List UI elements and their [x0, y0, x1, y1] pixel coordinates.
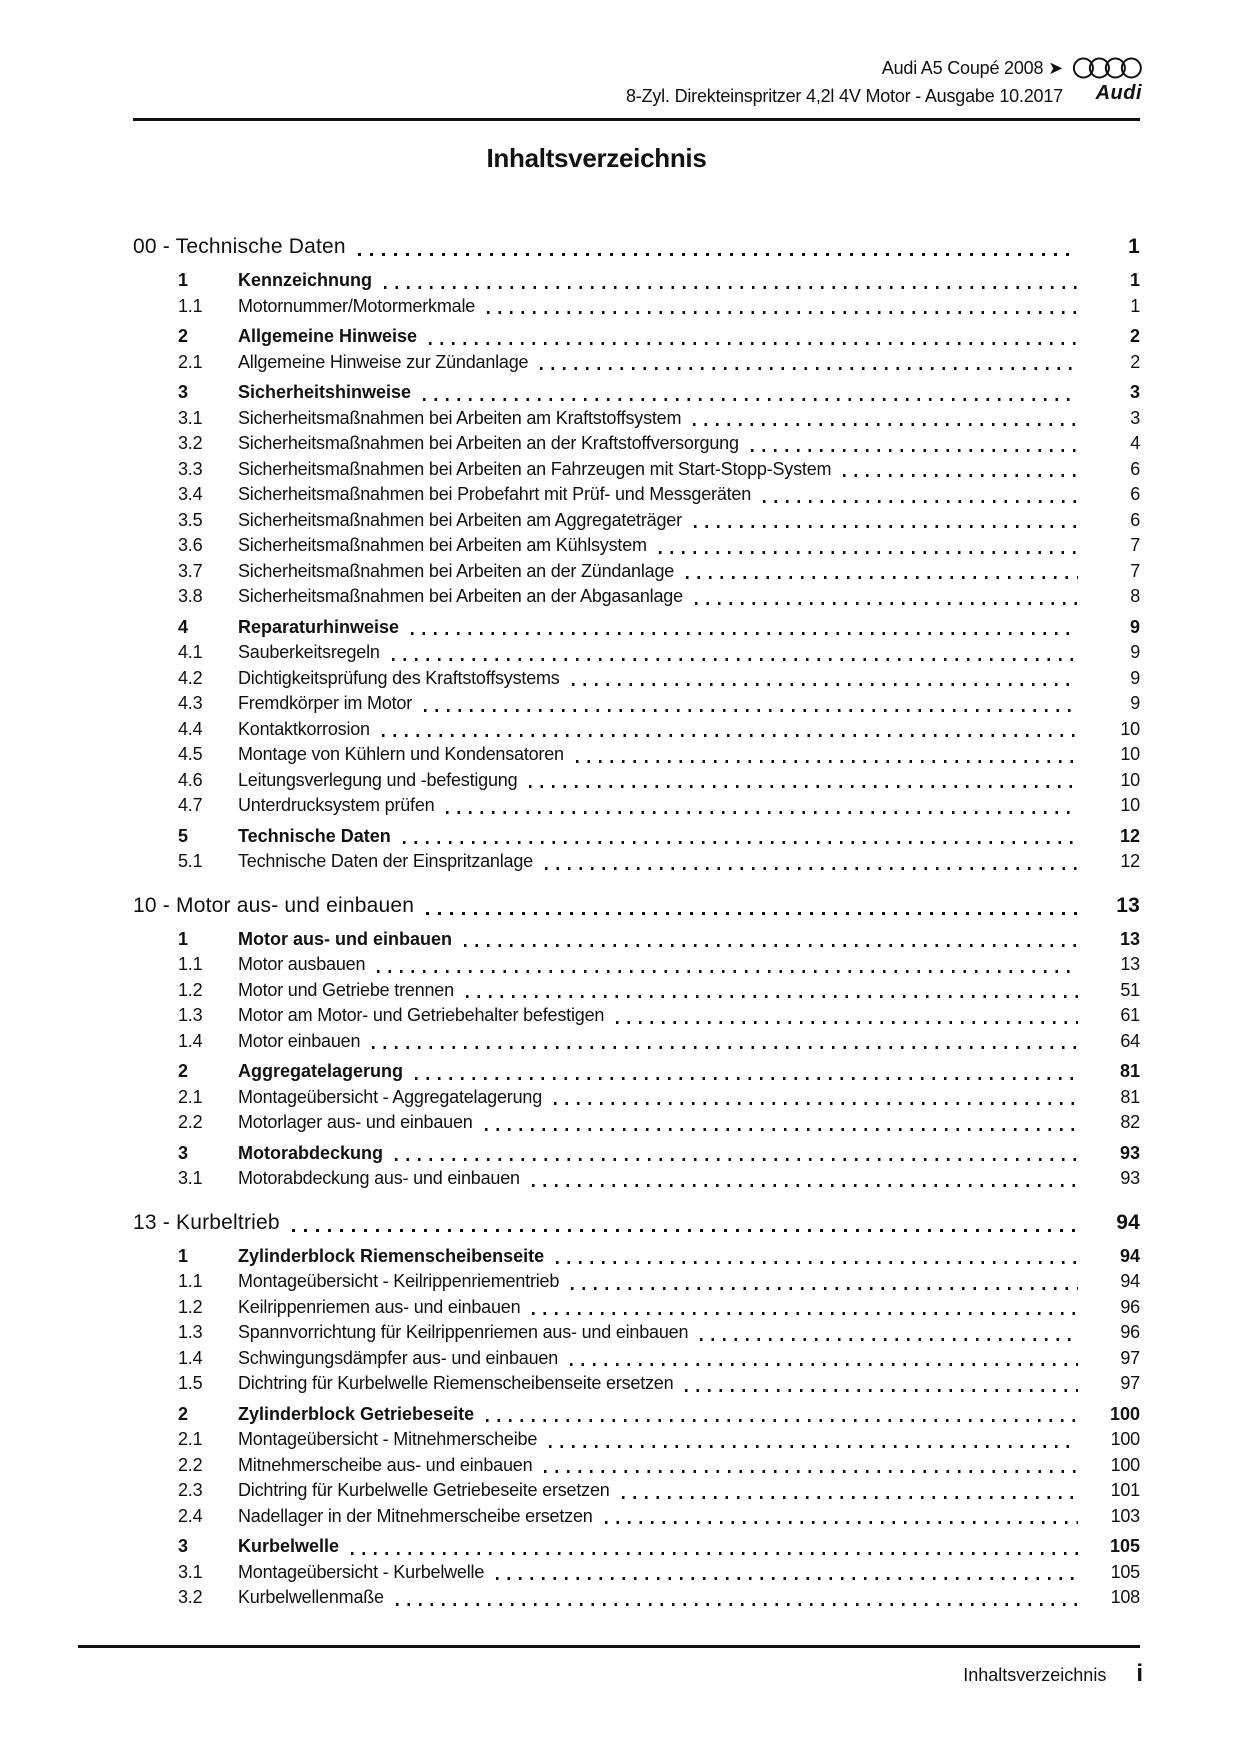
dot-leader — [763, 500, 1078, 503]
toc-entry-row — [133, 1585, 1140, 1611]
toc-entry-number: 4.6 — [178, 769, 203, 790]
toc-entry-number: 3.1 — [178, 407, 203, 428]
toc-entry-page: 100 — [1110, 1429, 1140, 1449]
toc-entry-row — [133, 1269, 1140, 1295]
toc-entry-number: 1.4 — [178, 1030, 203, 1051]
toc-entry-number: 2.2 — [178, 1112, 203, 1132]
toc-entry-page: 12 — [1119, 825, 1140, 846]
toc-entry-row — [133, 1110, 1140, 1136]
toc-entry-page: 9 — [1129, 616, 1140, 637]
toc-entry-row — [133, 1534, 1140, 1560]
dot-leader — [351, 1552, 1078, 1555]
toc-entry-row — [133, 927, 1140, 953]
toc-entry-number: 2.1 — [178, 1429, 203, 1449]
toc-entry-number: 2.4 — [178, 1505, 203, 1526]
toc-entry-number: 3.7 — [178, 560, 203, 581]
toc-entry-page: 10 — [1120, 718, 1140, 739]
toc-entry-label: Sicherheitsmaßnahmen bei Arbeiten an der Abgasanlage — [238, 586, 683, 606]
toc-entry-row — [133, 952, 1140, 978]
toc-entry-row — [133, 1478, 1140, 1504]
toc-entry-page: 9 — [1130, 667, 1140, 688]
dot-leader — [532, 1184, 1078, 1187]
toc-entry-row — [133, 793, 1140, 819]
toc-entry-page: 93 — [1120, 1168, 1140, 1188]
toc-entry-row — [133, 294, 1140, 320]
toc-entry-label: Technische Daten — [238, 825, 391, 846]
dot-leader — [485, 1128, 1078, 1131]
toc-entry-number: 2.1 — [178, 351, 203, 372]
toc-entry-page: 10 — [1120, 795, 1140, 815]
toc-entry-row — [133, 1085, 1140, 1111]
dot-leader — [377, 970, 1078, 973]
dot-leader — [694, 525, 1078, 528]
toc-entry-label: Mitnehmerscheibe aus- und einbauen — [238, 1454, 533, 1475]
dot-leader — [429, 342, 1078, 345]
dot-leader — [292, 1229, 1078, 1232]
toc-entry-row — [133, 380, 1140, 406]
toc-entry-number: 1.1 — [178, 954, 203, 974]
toc-entry-row — [133, 1059, 1140, 1085]
toc-entry-page: 1 — [1128, 235, 1140, 258]
toc-entry-number: 4.1 — [178, 642, 203, 662]
toc-entry-page: 81 — [1120, 1086, 1140, 1107]
dot-leader — [529, 785, 1078, 788]
dot-leader — [486, 1419, 1078, 1422]
toc-entry-row — [133, 324, 1140, 350]
toc-entry-label: Motorabdeckung aus- und einbauen — [238, 1168, 520, 1188]
toc-entry-label: Dichtigkeitsprüfung des Kraftstoffsystems — [238, 667, 560, 688]
toc-entry-label: 13 - Kurbeltrieb — [133, 1210, 280, 1234]
toc-entry-page: 6 — [1130, 458, 1140, 479]
toc-entry-label: Allgemeine Hinweise — [238, 326, 418, 346]
toc-entry-row — [133, 431, 1140, 457]
toc-entry-page: 1 — [1130, 295, 1140, 316]
footer-label: Inhaltsverzeichnis — [963, 1665, 1107, 1685]
page-header — [626, 54, 1063, 110]
toc-entry-label: Motor aus- und einbauen — [238, 928, 452, 949]
toc-entry-number: 1.3 — [178, 1322, 203, 1342]
dot-leader — [396, 1603, 1078, 1606]
toc-entry-row — [133, 1371, 1140, 1397]
toc-entry-row — [133, 1560, 1140, 1586]
toc-entry-page: 51 — [1120, 979, 1140, 1000]
toc-entry-label: Dichtring für Kurbelwelle Riemenscheibenseite ersetzen — [238, 1373, 674, 1393]
toc-entry-number: 4.4 — [178, 718, 203, 739]
page-title: Inhaltsverzeichnis — [486, 143, 707, 173]
toc-entry-page: 1 — [1129, 270, 1140, 290]
toc-entry-row — [133, 615, 1140, 641]
toc-entry-number: 1 — [178, 1245, 189, 1266]
toc-entry-label: Kontaktkorrosion — [238, 718, 370, 739]
toc-entry-label: Leitungsverlegung und -befestigung — [238, 769, 518, 790]
toc-entry-number: 1.3 — [178, 1005, 203, 1025]
toc-entry-page: 94 — [1119, 1245, 1140, 1266]
toc-entry-label: Zylinderblock Riemenscheibenseite — [238, 1245, 545, 1266]
toc-entry-page: 96 — [1120, 1322, 1140, 1342]
dot-leader — [556, 1261, 1078, 1264]
toc-chapter-row — [133, 1208, 1140, 1238]
toc-entry-page: 94 — [1116, 1210, 1140, 1234]
toc-entry-row — [133, 1166, 1140, 1192]
toc-entry-number: 3 — [178, 382, 189, 402]
dot-leader — [540, 367, 1078, 370]
toc-entry-label: Montage von Kühlern und Kondensatoren — [238, 744, 564, 764]
toc-entry-page: 81 — [1119, 1061, 1140, 1081]
toc-entry-label: Motor und Getriebe trennen — [238, 979, 454, 1000]
toc-entry-number: 3.8 — [178, 586, 203, 606]
toc-entry-label: Sicherheitsmaßnahmen bei Arbeiten am Kraftstoffsystem — [238, 407, 682, 428]
toc-entry-row — [133, 691, 1140, 717]
toc-entry-page: 7 — [1130, 535, 1140, 555]
toc-entry-number: 4.3 — [178, 693, 203, 713]
toc-entry-number: 3.2 — [178, 1587, 203, 1607]
toc-entry-row — [133, 268, 1140, 294]
toc-entry-row — [133, 640, 1140, 666]
dot-leader — [622, 1496, 1078, 1499]
toc-entry-row — [133, 1504, 1140, 1530]
toc-entry-page: 4 — [1130, 433, 1140, 453]
toc-entry-label: 10 - Motor aus- und einbauen — [133, 893, 415, 917]
toc-entry-label: Montageübersicht - Mitnehmerscheibe — [238, 1429, 538, 1449]
toc-entry-number: 3.2 — [178, 433, 203, 453]
toc-entry-label: Motor am Motor- und Getriebehalter befestigen — [238, 1005, 605, 1025]
dot-leader — [545, 867, 1078, 870]
toc-entry-number: 3.1 — [178, 1168, 203, 1188]
footer-page-number: i — [1136, 1660, 1143, 1687]
toc-entry-number: 2 — [178, 1403, 189, 1424]
dot-leader — [532, 1312, 1078, 1315]
toc-entry-label: Dichtring für Kurbelwelle Getriebeseite ersetzen — [238, 1480, 610, 1500]
dot-leader — [572, 683, 1078, 686]
toc-entry-number: 3 — [178, 1536, 189, 1556]
footer-rule — [78, 1645, 1140, 1648]
toc-entry-row — [133, 666, 1140, 692]
header-model-line: Audi A5 Coupé 2008 ➤ — [881, 58, 1063, 78]
toc-entry-label: Fremdkörper im Motor — [238, 693, 413, 713]
toc-entry-label: Allgemeine Hinweise zur Zündanlage — [238, 351, 529, 372]
toc-entry-page: 105 — [1110, 1561, 1140, 1582]
dot-leader — [571, 1287, 1078, 1290]
toc-entry-number: 1.2 — [178, 1296, 203, 1317]
toc-entry-label: Montageübersicht - Keilrippenriementrieb — [238, 1271, 560, 1291]
toc-entry-label: Kennzeichnung — [238, 270, 372, 290]
toc-chapter-row — [133, 232, 1140, 262]
table-of-contents — [133, 216, 1140, 1611]
toc-entry-page: 3 — [1129, 382, 1140, 402]
audi-rings-icon — [1072, 56, 1142, 80]
toc-entry-page: 82 — [1120, 1112, 1140, 1132]
toc-entry-page: 2 — [1129, 326, 1140, 346]
toc-entry-number: 3 — [178, 1142, 189, 1163]
toc-entry-label: Sicherheitsmaßnahmen bei Probefahrt mit Prüf- und Messgeräten — [238, 484, 752, 504]
dot-leader — [487, 311, 1078, 314]
dot-leader — [570, 1363, 1078, 1366]
dot-leader — [426, 912, 1078, 915]
toc-entry-number: 2 — [178, 326, 189, 346]
header-rule — [133, 118, 1140, 121]
toc-entry-page: 3 — [1130, 407, 1140, 428]
toc-entry-page: 6 — [1130, 509, 1140, 530]
dot-leader — [605, 1521, 1078, 1524]
toc-entry-page: 108 — [1110, 1587, 1140, 1607]
toc-entry-page: 10 — [1120, 769, 1140, 790]
dot-leader — [695, 602, 1078, 605]
dot-leader — [464, 944, 1078, 947]
toc-entry-row — [133, 1141, 1140, 1167]
toc-entry-row — [133, 559, 1140, 585]
toc-entry-label: Motor ausbauen — [238, 954, 366, 974]
toc-entry-row — [133, 742, 1140, 768]
toc-entry-label: Reparaturhinweise — [238, 616, 400, 637]
toc-entry-label: 00 - Technische Daten — [133, 235, 346, 258]
toc-entry-page: 97 — [1120, 1373, 1140, 1393]
toc-entry-number: 2.3 — [178, 1480, 203, 1500]
toc-entry-label: Motorabdeckung — [238, 1142, 384, 1163]
dot-leader — [843, 474, 1078, 477]
toc-entry-number: 1.2 — [178, 979, 203, 1000]
toc-entry-row — [133, 1346, 1140, 1372]
toc-entry-page: 7 — [1130, 560, 1140, 581]
toc-entry-label: Motornummer/Motormerkmale — [238, 295, 476, 316]
toc-entry-label: Sicherheitshinweise — [238, 382, 412, 402]
toc-entry-row — [133, 1453, 1140, 1479]
toc-entry-number: 4 — [178, 616, 189, 637]
toc-entry-number: 3.3 — [178, 458, 203, 479]
toc-entry-label: Schwingungsdämpfer aus- und einbauen — [238, 1347, 559, 1368]
dot-leader — [700, 1338, 1078, 1341]
toc-entry-row — [133, 1003, 1140, 1029]
toc-entry-label: Sicherheitsmaßnahmen bei Arbeiten an der Kraftstoffversorgung — [238, 433, 739, 453]
audi-brand — [1072, 56, 1142, 103]
toc-entry-number: 4.2 — [178, 667, 203, 688]
toc-entry-page: 101 — [1110, 1480, 1140, 1500]
toc-entry-row — [133, 1427, 1140, 1453]
toc-entry-number: 4.7 — [178, 795, 203, 815]
toc-entry-number: 1.4 — [178, 1347, 203, 1368]
toc-entry-number: 3.4 — [178, 484, 203, 504]
toc-entry-row — [133, 406, 1140, 432]
dot-leader — [372, 1046, 1078, 1049]
toc-entry-label: Sicherheitsmaßnahmen bei Arbeiten am Aggregateträger — [238, 509, 682, 530]
dot-leader — [423, 398, 1078, 401]
toc-entry-page: 6 — [1130, 484, 1140, 504]
toc-entry-row — [133, 1244, 1140, 1270]
header-engine-line: 8-Zyl. Direkteinspritzer 4,2l 4V Motor - Ausgabe 10.2017 — [625, 86, 1063, 106]
toc-entry-page: 13 — [1120, 954, 1140, 974]
dot-leader — [424, 709, 1078, 712]
dot-leader — [392, 658, 1078, 661]
toc-entry-label: Kurbelwellenmaße — [238, 1587, 384, 1607]
toc-entry-number: 1.1 — [178, 1271, 203, 1291]
toc-entry-row — [133, 350, 1140, 376]
dot-leader — [403, 841, 1078, 844]
toc-entry-page: 61 — [1120, 1005, 1140, 1025]
toc-entry-row — [133, 533, 1140, 559]
dot-leader — [544, 1470, 1078, 1473]
toc-entry-number: 3.6 — [178, 535, 203, 555]
toc-entry-number: 3.5 — [178, 509, 203, 530]
toc-entry-label: Keilrippenriemen aus- und einbauen — [238, 1296, 521, 1317]
toc-entry-label: Sicherheitsmaßnahmen bei Arbeiten an Fahrzeugen mit Start-Stopp-System — [238, 458, 832, 479]
dot-leader — [395, 1158, 1078, 1161]
toc-chapter-row — [133, 891, 1140, 921]
toc-entry-page: 9 — [1130, 693, 1140, 713]
audi-logotype: Audi — [1095, 82, 1142, 104]
dot-leader — [415, 1077, 1078, 1080]
toc-entry-label: Kurbelwelle — [238, 1536, 340, 1556]
toc-entry-number: 2.1 — [178, 1086, 203, 1107]
toc-entry-page: 9 — [1130, 642, 1140, 662]
toc-entry-number: 3.1 — [178, 1561, 203, 1582]
toc-entry-label: Motor einbauen — [238, 1030, 361, 1051]
dot-leader — [685, 1389, 1078, 1392]
toc-entry-page: 10 — [1120, 744, 1140, 764]
toc-entry-page: 12 — [1120, 851, 1140, 871]
dot-leader — [411, 632, 1078, 635]
toc-entry-row — [133, 508, 1140, 534]
toc-entry-row — [133, 584, 1140, 610]
toc-entry-page: 94 — [1120, 1271, 1140, 1291]
toc-entry-row — [133, 824, 1140, 850]
dot-leader — [659, 551, 1078, 554]
toc-entry-label: Sicherheitsmaßnahmen bei Arbeiten am Kühlsystem — [238, 535, 647, 555]
dot-leader — [549, 1445, 1078, 1448]
toc-entry-page: 97 — [1120, 1347, 1140, 1368]
toc-entry-number: 4.5 — [178, 744, 203, 764]
toc-entry-row — [133, 482, 1140, 508]
toc-entry-label: Montageübersicht - Kurbelwelle — [238, 1561, 485, 1582]
dot-leader — [496, 1577, 1078, 1580]
toc-entry-label: Spannvorrichtung für Keilrippenriemen aus- und einbauen — [238, 1322, 689, 1342]
toc-entry-row — [133, 768, 1140, 794]
dot-leader — [466, 995, 1078, 998]
toc-entry-row — [133, 1295, 1140, 1321]
toc-entry-row — [133, 717, 1140, 743]
dot-leader — [358, 253, 1078, 256]
dot-leader — [616, 1021, 1078, 1024]
toc-entry-label: Aggregatelagerung — [238, 1061, 404, 1081]
toc-entry-label: Montageübersicht - Aggregatelagerung — [238, 1086, 543, 1107]
dot-leader — [446, 811, 1078, 814]
toc-entry-label: Zylinderblock Getriebeseite — [238, 1403, 475, 1424]
toc-entry-row — [133, 1320, 1140, 1346]
toc-entry-label: Motorlager aus- und einbauen — [238, 1112, 473, 1132]
dot-leader — [576, 760, 1078, 763]
toc-entry-page: 8 — [1130, 586, 1140, 606]
toc-entry-number: 5.1 — [178, 851, 203, 871]
toc-entry-number: 2.2 — [178, 1454, 203, 1475]
toc-entry-page: 13 — [1116, 893, 1140, 917]
page-footer — [963, 1662, 1143, 1686]
toc-entry-page: 105 — [1109, 1536, 1140, 1556]
dot-leader — [686, 576, 1078, 579]
toc-entry-label: Technische Daten der Einspritzanlage — [238, 851, 533, 871]
toc-entry-row — [133, 849, 1140, 875]
toc-entry-number: 2 — [178, 1061, 189, 1081]
dot-leader — [693, 423, 1078, 426]
toc-entry-page: 100 — [1110, 1454, 1140, 1475]
dot-leader — [751, 449, 1078, 452]
toc-entry-number: 1.5 — [178, 1373, 203, 1393]
toc-entry-number: 1 — [178, 928, 189, 949]
dot-leader — [382, 734, 1078, 737]
toc-entry-page: 13 — [1119, 928, 1140, 949]
toc-entry-page: 96 — [1120, 1296, 1140, 1317]
toc-entry-label: Sauberkeitsregeln — [238, 642, 380, 662]
toc-entry-row — [133, 1402, 1140, 1428]
toc-entry-row — [133, 1029, 1140, 1055]
toc-entry-label: Unterdrucksystem prüfen — [238, 795, 435, 815]
toc-entry-page: 2 — [1130, 351, 1140, 372]
toc-entry-row — [133, 457, 1140, 483]
toc-entry-page: 64 — [1120, 1030, 1140, 1051]
toc-entry-label: Nadellager in der Mitnehmerscheibe ersetzen — [238, 1505, 593, 1526]
toc-entry-number: 5 — [178, 825, 189, 846]
dot-leader — [384, 286, 1078, 289]
toc-entry-number: 1 — [178, 270, 189, 290]
toc-entry-number: 1.1 — [178, 295, 203, 316]
toc-entry-row — [133, 978, 1140, 1004]
toc-entry-label: Sicherheitsmaßnahmen bei Arbeiten an der Zündanlage — [238, 560, 675, 581]
toc-entry-page: 103 — [1110, 1505, 1140, 1526]
dot-leader — [554, 1102, 1078, 1105]
toc-entry-page: 93 — [1119, 1142, 1140, 1163]
toc-entry-page: 100 — [1109, 1403, 1140, 1424]
